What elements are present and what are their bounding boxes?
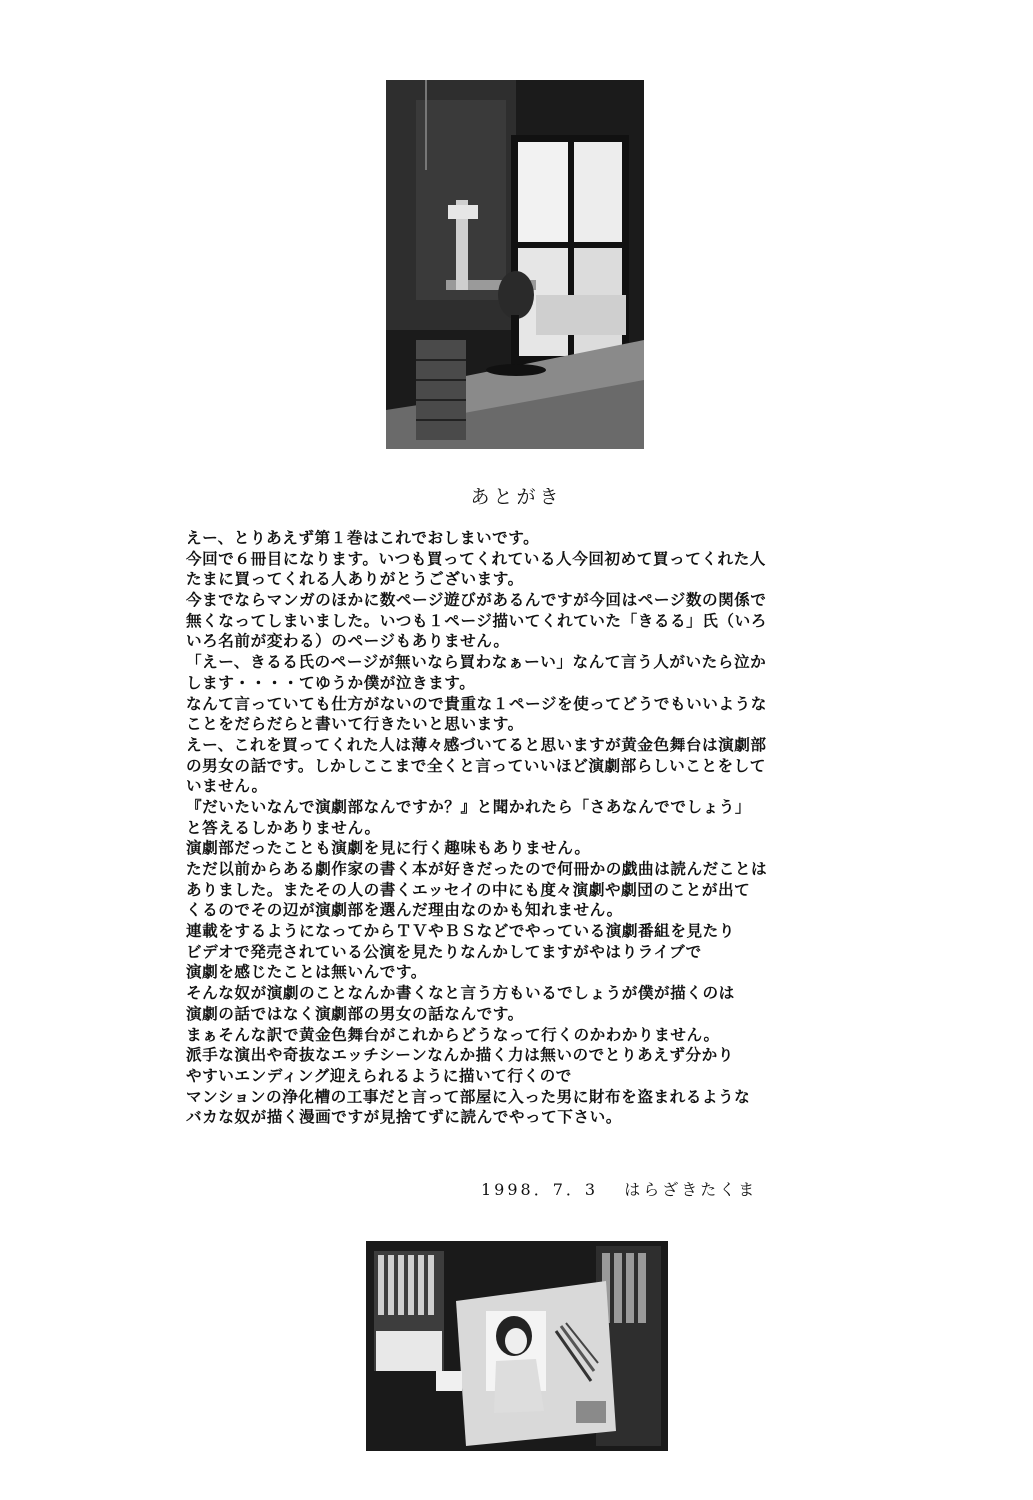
body-line: します・・・・てゆうか僕が泣きます。 <box>186 673 476 692</box>
body-line: 演劇の話ではなく演劇部の男女の話なんです。 <box>186 1004 524 1023</box>
body-line: なんて言っていても仕方がないので貴重な１ページを使ってどうでもいいような <box>186 694 767 713</box>
afterword-title: あとがき <box>470 486 563 508</box>
body-line: マンションの浄化槽の工事だと言って部屋に入った男に財布を盗まれるような <box>186 1087 751 1106</box>
body-line: バカな奴が描く漫画ですが見捨てずに読んでやって下さい。 <box>186 1108 622 1127</box>
body-line: 『だいたいなんで演劇部なんですか？』と聞かれたら「さあなんででしょう」 <box>186 797 752 816</box>
body-line: ただ以前からある劇作家の書く本が好きだったので何冊かの戯曲は読んだことは <box>186 860 768 878</box>
body-line: えー、とりあえず第１巻はこれでおしまいです。 <box>186 529 540 547</box>
room-photo <box>386 80 644 449</box>
body-line: 派手な演出や奇抜なエッチシーンなんか描く力は無いのでとりあえず分かり <box>186 1046 734 1065</box>
body-line: ありました。またその人の書くエッセイの中にも度々演劇や劇団のことが出て <box>186 880 751 899</box>
body-line: いろ名前が変わる）のページもありません。 <box>186 632 510 651</box>
body-line: そんな奴が演劇のことなんか書くなと言う方もいるでしょうが僕が描くのは <box>186 984 735 1003</box>
body-line: 無くなってしまいました。いつも１ページ描いてくれていた「きるる」氏（いろ <box>186 611 767 630</box>
body-line: まぁそんな訳で黄金色舞台がこれからどうなって行くのかわかりません。 <box>186 1025 720 1044</box>
signature-author: はらざきたくま <box>624 1180 758 1199</box>
body-line: えー、これを買ってくれた人は薄々感づいてると思いますが黄金色舞台は演劇部 <box>186 735 767 754</box>
body-line: 「えー、きるる氏のページが無いなら買わなぁーい」なんて言う人がいたら泣か <box>186 653 767 672</box>
body-line: 演劇部だったことも演劇を見に行く趣味もありません。 <box>186 839 591 858</box>
body-line: くるのでその辺が演劇部を選んだ理由なのかも知れません。 <box>186 901 623 920</box>
body-line: 連載をするようになってからＴＶやＢＳなどでやっている演劇番組を見たり <box>186 922 735 941</box>
body-line: の男女の話です。しかしここまで全くと言っていいほど演劇部らしいことをして <box>186 756 766 775</box>
body-line: やすいエンディング迎えられるように描いて行くので <box>186 1066 572 1085</box>
signature <box>481 1177 775 1200</box>
signature-date: 1998．7．3 <box>481 1180 599 1199</box>
desk-photo <box>366 1241 668 1451</box>
body-line: いません。 <box>186 777 268 796</box>
body-line: と答えるしかありません。 <box>186 818 381 837</box>
afterword-body <box>186 528 866 1128</box>
body-line: 今までならマンガのほかに数ページ遊びがあるんですが今回はページ数の関係で <box>186 591 767 610</box>
body-line: 今回で６冊目になります。いつも買ってくれている人今回初めて買ってくれた人 <box>186 549 766 568</box>
body-line: 演劇を感じたことは無いんです。 <box>186 963 427 982</box>
body-line: ビデオで発売されている公演を見たりなんかしてますがやはりライブで <box>186 942 702 961</box>
body-line: ことをだらだらと書いて行きたいと思います。 <box>186 715 524 734</box>
body-line: たまに買ってくれる人ありがとうございます。 <box>186 570 524 589</box>
